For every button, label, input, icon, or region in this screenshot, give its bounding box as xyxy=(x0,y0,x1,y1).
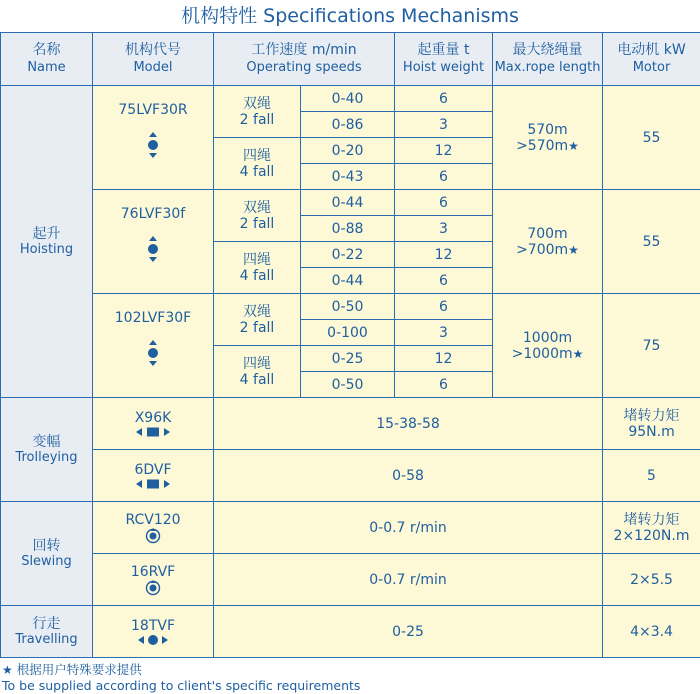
fall-cell: 四绳 4 fall xyxy=(214,242,301,294)
speed-cell: 0-88 xyxy=(301,216,395,242)
speed-cell: 0-50 xyxy=(301,294,395,320)
rotation-icon xyxy=(93,580,213,596)
speed-cell: 0-58 xyxy=(214,450,603,502)
weight-cell: 3 xyxy=(395,216,493,242)
table-header-row xyxy=(1,33,700,86)
weight-cell: 6 xyxy=(395,164,493,190)
star-icon: ★ xyxy=(2,663,13,677)
fall-cell: 双绳 2 fall xyxy=(214,190,301,242)
model-cell: RCV120 xyxy=(93,502,214,554)
motor-cell: 55 xyxy=(603,86,700,190)
table-row xyxy=(1,398,700,450)
star-icon: ★ xyxy=(568,138,579,153)
motor-cell: 2×5.5 xyxy=(603,554,700,606)
speed-cell: 0-44 xyxy=(301,268,395,294)
footnote-cn: 根据用户特殊要求提供 xyxy=(16,662,142,677)
speed-cell: 0-44 xyxy=(301,190,395,216)
rotation-icon xyxy=(93,528,213,544)
table-row xyxy=(1,502,700,554)
horizontal-trolley-icon xyxy=(93,426,213,438)
speed-cell: 15-38-58 xyxy=(214,398,603,450)
model-cell: X96K xyxy=(93,398,214,450)
table-row xyxy=(1,190,700,216)
header-weight: 起重量 t Hoist weight xyxy=(395,33,493,86)
speed-cell: 0-86 xyxy=(301,112,395,138)
weight-cell: 6 xyxy=(395,268,493,294)
speed-cell: 0-25 xyxy=(301,346,395,372)
motor-cell: 堵转力矩 2×120N.m xyxy=(603,502,700,554)
table-row xyxy=(1,86,700,112)
fall-cell: 四绳 4 fall xyxy=(214,346,301,398)
travel-icon xyxy=(93,634,213,646)
speed-cell: 0-40 xyxy=(301,86,395,112)
table-row xyxy=(1,450,700,502)
horizontal-trolley-icon xyxy=(93,478,213,490)
speed-cell: 0-25 xyxy=(214,606,603,658)
header-speed: 工作速度 m/min Operating speeds xyxy=(214,33,395,86)
model-cell: 6DVF xyxy=(93,450,214,502)
rope-cell: 700m >700m★ xyxy=(493,190,603,294)
footnote xyxy=(0,662,700,694)
category-travelling: 行走 Travelling xyxy=(1,606,93,658)
motor-cell: 4×3.4 xyxy=(603,606,700,658)
vertical-hoist-icon xyxy=(145,340,161,366)
fall-cell: 双绳 2 fall xyxy=(214,294,301,346)
motor-cell: 堵转力矩 95N.m xyxy=(603,398,700,450)
model-cell: 18TVF xyxy=(93,606,214,658)
fall-cell: 四绳 4 fall xyxy=(214,138,301,190)
star-icon: ★ xyxy=(568,242,579,257)
vertical-hoist-icon xyxy=(145,132,161,158)
weight-cell: 6 xyxy=(395,294,493,320)
speed-cell: 0-0.7 r/min xyxy=(214,554,603,606)
header-rope: 最大绕绳量 Max.rope length xyxy=(493,33,603,86)
speed-cell: 0-0.7 r/min xyxy=(214,502,603,554)
weight-cell: 3 xyxy=(395,112,493,138)
model-cell: 75LVF30R xyxy=(93,86,214,190)
motor-cell: 55 xyxy=(603,190,700,294)
motor-cell: 5 xyxy=(603,450,700,502)
table-row xyxy=(1,294,700,320)
speed-cell: 0-43 xyxy=(301,164,395,190)
header-model: 机构代号 Model xyxy=(93,33,214,86)
category-hoisting: 起升 Hoisting xyxy=(1,86,93,398)
star-icon: ★ xyxy=(572,346,584,361)
speed-cell: 0-20 xyxy=(301,138,395,164)
weight-cell: 12 xyxy=(395,138,493,164)
page-title: 机构特性 Specifications Mechanisms xyxy=(181,5,519,27)
motor-cell: 75 xyxy=(603,294,700,398)
rope-cell: 570m >570m★ xyxy=(493,86,603,190)
weight-cell: 6 xyxy=(395,190,493,216)
weight-cell: 3 xyxy=(395,320,493,346)
category-trolleying: 变幅 Trolleying xyxy=(1,398,93,502)
table-row xyxy=(1,606,700,658)
model-cell: 102LVF30F xyxy=(93,294,214,398)
header-name: 名称 Name xyxy=(1,33,93,86)
speed-cell: 0-22 xyxy=(301,242,395,268)
model-cell: 76LVF30f xyxy=(93,190,214,294)
weight-cell: 6 xyxy=(395,372,493,398)
weight-cell: 12 xyxy=(395,346,493,372)
weight-cell: 6 xyxy=(395,86,493,112)
vertical-hoist-icon xyxy=(145,236,161,262)
rope-cell: 1000m >1000m★ xyxy=(493,294,603,398)
model-cell: 16RVF xyxy=(93,554,214,606)
category-slewing: 回转 Slewing xyxy=(1,502,93,606)
footnote-en: To be supplied according to client's specific requirements xyxy=(2,678,361,693)
fall-cell: 双绳 2 fall xyxy=(214,86,301,138)
specifications-table xyxy=(0,32,700,658)
speed-cell: 0-50 xyxy=(301,372,395,398)
table-row xyxy=(1,554,700,606)
weight-cell: 12 xyxy=(395,242,493,268)
header-motor: 电动机 kW Motor xyxy=(603,33,700,86)
speed-cell: 0-100 xyxy=(301,320,395,346)
